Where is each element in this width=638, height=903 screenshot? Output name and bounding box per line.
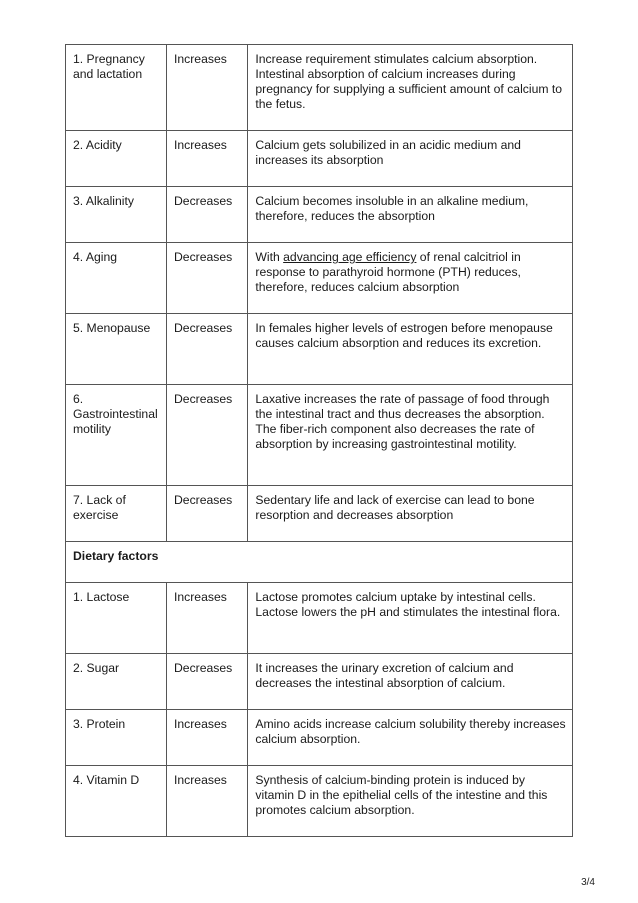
factor-cell: 1. Lactose xyxy=(66,583,167,654)
description-cell: In females higher levels of estrogen before menopause causes calcium absorption and reduces its excretion. xyxy=(248,314,573,385)
table-row xyxy=(66,385,573,486)
table-row xyxy=(66,766,573,837)
table-row xyxy=(66,131,573,187)
effect-cell: Decreases xyxy=(166,314,247,385)
effect-cell: Decreases xyxy=(166,654,247,710)
effect-cell: Increases xyxy=(166,710,247,766)
description-cell: Calcium gets solubilized in an acidic medium and increases its absorption xyxy=(248,131,573,187)
effect-cell: Decreases xyxy=(166,385,247,486)
factor-cell: 4. Aging xyxy=(66,243,167,314)
description-cell xyxy=(248,243,573,314)
description-cell: Sedentary life and lack of exercise can lead to bone resorption and decreases absorption xyxy=(248,486,573,542)
table-row xyxy=(66,583,573,654)
description-cell: Increase requirement stimulates calcium absorption. Intestinal absorption of calcium increases during pregnancy for supplying a sufficient amount of calcium to the fetus. xyxy=(248,45,573,131)
factor-cell: 6. Gastrointestinal motility xyxy=(66,385,167,486)
table-row xyxy=(66,314,573,385)
factor-cell: 2. Acidity xyxy=(66,131,167,187)
factor-cell: 2. Sugar xyxy=(66,654,167,710)
description-cell: Lactose promotes calcium uptake by intestinal cells. Lactose lowers the pH and stimulates the intestinal flora. xyxy=(248,583,573,654)
description-cell: Amino acids increase calcium solubility thereby increases calcium absorption. xyxy=(248,710,573,766)
effect-cell: Decreases xyxy=(166,243,247,314)
effect-cell: Increases xyxy=(166,45,247,131)
page-number: 3/4 xyxy=(581,877,595,888)
advancing-age-efficiency-link[interactable]: advancing age efficiency xyxy=(283,250,417,264)
effect-cell: Decreases xyxy=(166,187,247,243)
effect-cell: Increases xyxy=(166,131,247,187)
factor-cell: 4. Vitamin D xyxy=(66,766,167,837)
dietary-factors-heading: Dietary factors xyxy=(66,542,573,583)
table-row xyxy=(66,486,573,542)
table-row xyxy=(66,654,573,710)
table-row xyxy=(66,45,573,131)
description-cell: It increases the urinary excretion of calcium and decreases the intestinal absorption of calcium. xyxy=(248,654,573,710)
table-row xyxy=(66,710,573,766)
calcium-absorption-factors-table xyxy=(65,44,573,837)
table-row xyxy=(66,243,573,314)
effect-cell: Decreases xyxy=(166,486,247,542)
effect-cell: Increases xyxy=(166,583,247,654)
factor-cell: 5. Menopause xyxy=(66,314,167,385)
table-row xyxy=(66,187,573,243)
factor-cell: 1. Pregnancy and lactation xyxy=(66,45,167,131)
effect-cell: Increases xyxy=(166,766,247,837)
factor-cell: 3. Alkalinity xyxy=(66,187,167,243)
description-cell: Laxative increases the rate of passage of food through the intestinal tract and thus decreases the absorption. The fiber-rich component also decreases the rate of absorption by increasing gastrointestinal motility. xyxy=(248,385,573,486)
description-text: With xyxy=(255,250,284,264)
factor-cell: 7. Lack of exercise xyxy=(66,486,167,542)
factor-cell: 3. Protein xyxy=(66,710,167,766)
description-cell: Calcium becomes insoluble in an alkaline medium, therefore, reduces the absorption xyxy=(248,187,573,243)
section-heading-row xyxy=(66,542,573,583)
description-cell: Synthesis of calcium-binding protein is induced by vitamin D in the epithelial cells of the intestine and this promotes calcium absorption. xyxy=(248,766,573,837)
description-text: of renal calcitriol in response to parathyroid hormone (PTH) reduces, therefore, reduces calcium absorption xyxy=(255,250,521,294)
